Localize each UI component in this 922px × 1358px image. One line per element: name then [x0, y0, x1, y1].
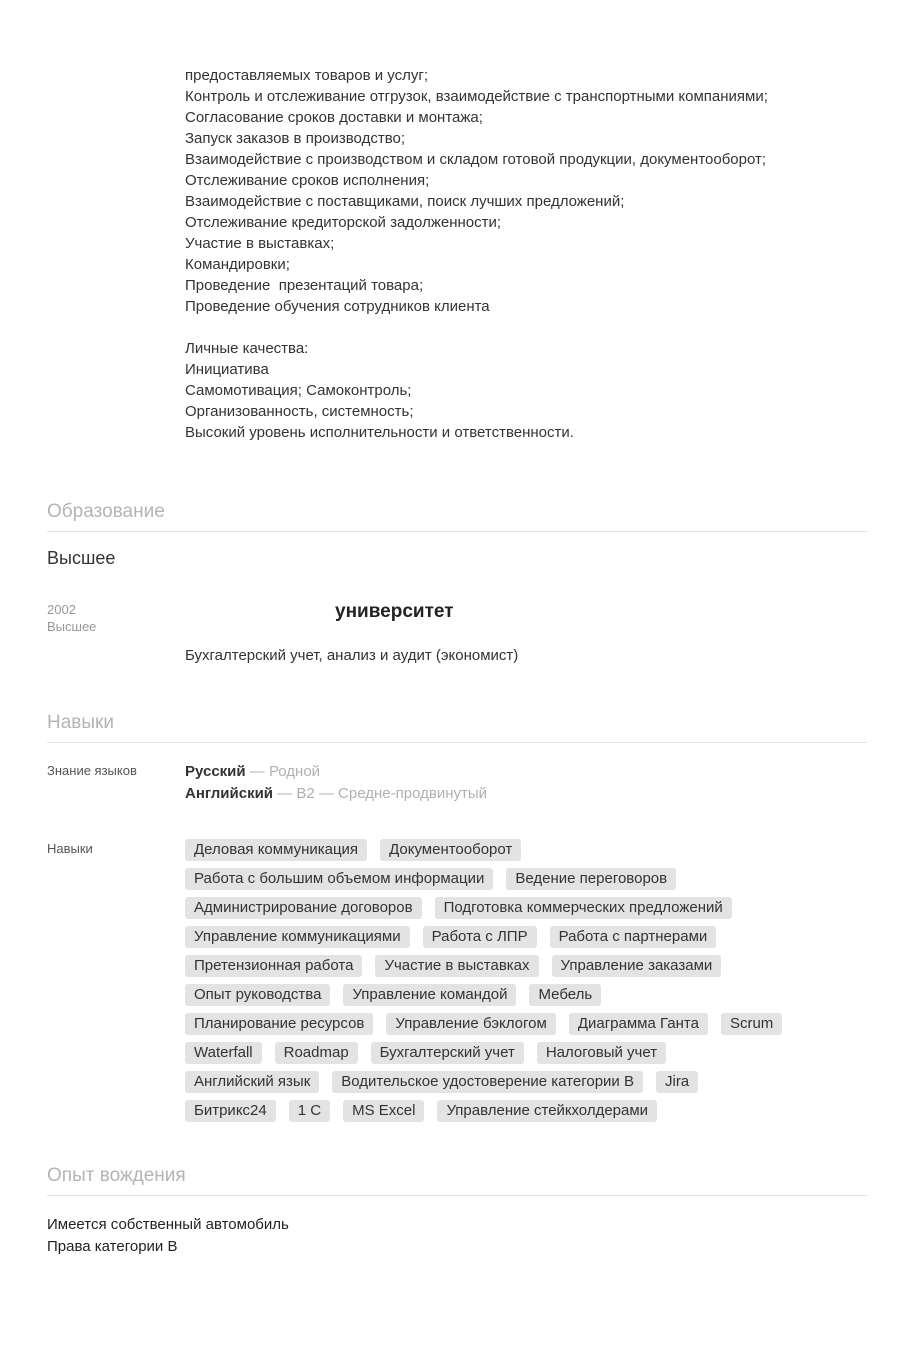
duty-line: Проведение обучения сотрудников клиента [185, 298, 490, 315]
skill-tag: Битрикс24 [185, 1100, 276, 1122]
skill-tag: Jira [656, 1071, 698, 1093]
skill-tag: Претензионная работа [185, 955, 362, 977]
education-institution: университет [335, 601, 454, 622]
skill-tag: Налоговый учет [537, 1042, 666, 1064]
personal-qualities-list [185, 338, 867, 443]
education-level: Высшее [47, 548, 116, 568]
education-year-level: Высшее [47, 619, 97, 634]
skill-tag: Деловая коммуникация [185, 839, 367, 861]
quality-line: Организованность, системность; [185, 403, 414, 420]
languages-block [47, 761, 867, 805]
skill-tag-row [185, 1042, 867, 1064]
skill-tag-row [185, 1100, 867, 1122]
section-skills [47, 712, 867, 1129]
languages-list [185, 761, 867, 805]
skill-tag-row [185, 984, 867, 1006]
skill-tags-block [47, 839, 867, 1129]
language-level: — B2 — Средне-продвинутый [277, 785, 488, 802]
skill-tag: Планирование ресурсов [185, 1013, 373, 1035]
skill-tag: Администрирование договоров [185, 897, 422, 919]
duty-line: Контроль и отслеживание отгрузок, взаимодействие с транспортными компаниями; [185, 88, 768, 105]
skill-tag: Управление заказами [552, 955, 722, 977]
skill-tag: Диаграмма Ганта [569, 1013, 708, 1035]
skill-tag: Управление командой [343, 984, 516, 1006]
education-item-body [185, 601, 867, 664]
skill-tags-list [185, 839, 867, 1129]
duty-line: Взаимодействие с поставщиками, поиск лучших предложений; [185, 193, 625, 210]
language-item [185, 761, 867, 783]
duty-line: Согласование сроков доставки и монтажа; [185, 109, 483, 126]
skill-tag: Английский язык [185, 1071, 319, 1093]
skill-tag-row [185, 955, 867, 977]
driving-info [47, 1214, 867, 1258]
language-level: — Родной [249, 763, 321, 780]
language-name: Русский [185, 763, 246, 780]
quality-line: Высокий уровень исполнительности и ответственности. [185, 424, 574, 441]
skill-tag-row [185, 1013, 867, 1035]
skill-tag: MS Excel [343, 1100, 424, 1122]
skills-section-title: Навыки [47, 712, 867, 743]
skill-tag: Документооборот [380, 839, 521, 861]
experience-description [185, 65, 867, 443]
education-section-title: Образование [47, 501, 867, 532]
education-year: 2002 [47, 602, 76, 617]
duty-line: Взаимодействие с производством и складом готовой продукции, документооборот; [185, 151, 767, 168]
skill-tag: Waterfall [185, 1042, 262, 1064]
languages-label: Знание языков [47, 763, 137, 778]
quality-line: Инициатива [185, 361, 269, 378]
skill-tag: Roadmap [275, 1042, 358, 1064]
duty-line: Проведение презентаций товара; [185, 277, 424, 294]
skill-tag: Scrum [721, 1013, 782, 1035]
skill-tag-row [185, 839, 867, 861]
section-driving [47, 1165, 867, 1258]
language-item [185, 783, 867, 805]
education-specialty: Бухгалтерский учет, анализ и аудит (экономист) [185, 647, 519, 664]
skill-tag: Мебель [529, 984, 601, 1006]
skill-tag: Работа с ЛПР [423, 926, 537, 948]
skill-tag-row [185, 897, 867, 919]
skill-tag: Управление бэклогом [386, 1013, 555, 1035]
quality-line: Личные качества: [185, 340, 309, 357]
skill-tag: Бухгалтерский учет [371, 1042, 524, 1064]
duty-line: предоставляемых товаров и услуг; [185, 67, 428, 84]
driving-section-title: Опыт вождения [47, 1165, 867, 1196]
skill-tag: Работа с партнерами [550, 926, 717, 948]
skill-tags-label: Навыки [47, 841, 93, 856]
skill-tag: Опыт руководства [185, 984, 330, 1006]
skill-tag: 1 С [289, 1100, 330, 1122]
skill-tag-row [185, 926, 867, 948]
quality-line: Самомотивация; Самоконтроль; [185, 382, 412, 399]
skill-tag: Ведение переговоров [506, 868, 676, 890]
education-item-dates [47, 601, 185, 664]
duty-line: Участие в выставках; [185, 235, 335, 252]
skill-tag: Управление коммуникациями [185, 926, 410, 948]
skill-tag: Водительское удостоверение категории B [332, 1071, 643, 1093]
driving-own-car: Имеется собственный автомобиль [47, 1216, 289, 1233]
duty-line: Запуск заказов в производство; [185, 130, 406, 147]
driving-license-category: Права категории B [47, 1238, 178, 1255]
education-item [47, 601, 867, 664]
skill-tag-row [185, 1071, 867, 1093]
skill-tag: Управление стейкхолдерами [437, 1100, 657, 1122]
duty-line: Отслеживание сроков исполнения; [185, 172, 430, 189]
section-education [47, 501, 867, 664]
skill-tag: Работа с большим объемом информации [185, 868, 493, 890]
duty-line: Командировки; [185, 256, 290, 273]
language-name: Английский [185, 785, 274, 802]
skill-tag: Подготовка коммерческих предложений [435, 897, 732, 919]
duty-line: Отслеживание кредиторской задолженности; [185, 214, 502, 231]
skill-tag: Участие в выставках [375, 955, 538, 977]
skill-tag-row [185, 868, 867, 890]
experience-duties-list [185, 65, 867, 317]
